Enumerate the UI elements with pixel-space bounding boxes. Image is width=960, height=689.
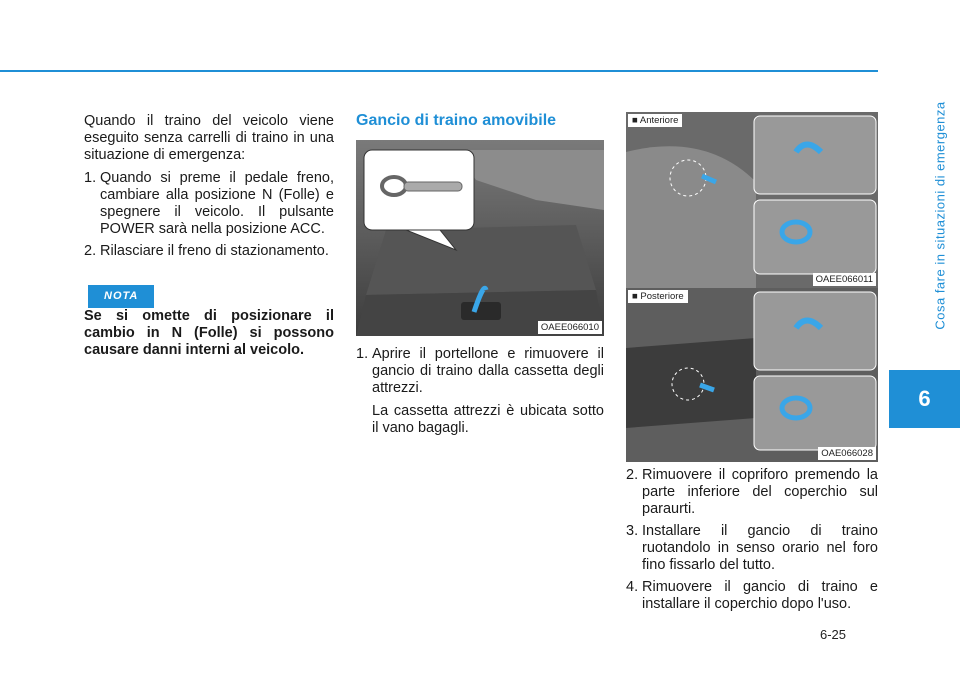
list-item: 3. Installare il gancio di traino ruotandolo in senso orario nel foro fino fissarlo del tutto.	[626, 523, 878, 573]
rear-bumper-illustration	[626, 288, 878, 462]
list-item: 2. Rimuovere il copriforo premendo la parte inferiore del coperchio sul paraurti.	[626, 467, 878, 517]
middle-column	[356, 346, 604, 442]
warning-text: Se si omette di posizionare il cambio in N (Folle) si possono causare danni interni al veicolo.	[84, 308, 334, 358]
list-item: 1. Aprire il portellone e rimuovere il gancio di traino dalla cassetta degli attrezzi. La cassetta attrezzi è ubicata sotto il vano bagagli.	[356, 346, 604, 436]
left-column	[84, 113, 334, 359]
chapter-side-tab	[880, 78, 948, 378]
list-item: 2. Rilasciare il freno di stazionamento.	[84, 243, 329, 259]
trunk-figure	[356, 140, 604, 336]
figure-front-label: ■ Anteriore	[628, 114, 682, 127]
figure-rear-code: OAE066028	[818, 447, 876, 460]
figure-code: OAEE066010	[538, 321, 602, 334]
sub-note: La cassetta attrezzi è ubicata sotto il vano bagagli.	[372, 403, 604, 436]
figure-rear-label: ■ Posteriore	[628, 290, 688, 303]
intro-paragraph: Quando il traino del veicolo viene eseguito senza carrelli di traino in una situazione di emergenza:	[84, 113, 334, 163]
nota-label: NOTA	[88, 285, 154, 308]
header-rule	[0, 70, 878, 72]
rear-hook-figure	[626, 288, 878, 462]
trunk-illustration	[356, 140, 604, 336]
chapter-number-badge: 6	[889, 370, 960, 428]
list-item: 4. Rimuovere il gancio di traino e installare il coperchio dopo l'uso.	[626, 579, 878, 612]
front-hook-figure	[626, 112, 878, 288]
middle-steps-list	[356, 346, 604, 437]
right-column	[626, 467, 878, 618]
list-item: 1. Quando si preme il pedale freno, cambiare alla posizione N (Folle) e spegnere il veicolo. Il pulsante POWER sarà nella posizione ACC.	[84, 170, 334, 237]
page-number: 6-25	[820, 627, 847, 642]
figure-front-code: OAEE066011	[813, 273, 876, 286]
right-steps-list	[626, 467, 878, 613]
left-steps-list	[84, 170, 334, 260]
front-bumper-illustration	[626, 112, 878, 288]
section-title: Gancio di traino amovibile	[356, 112, 557, 129]
chapter-title: Cosa fare in situazioni di emergenza	[932, 101, 948, 330]
